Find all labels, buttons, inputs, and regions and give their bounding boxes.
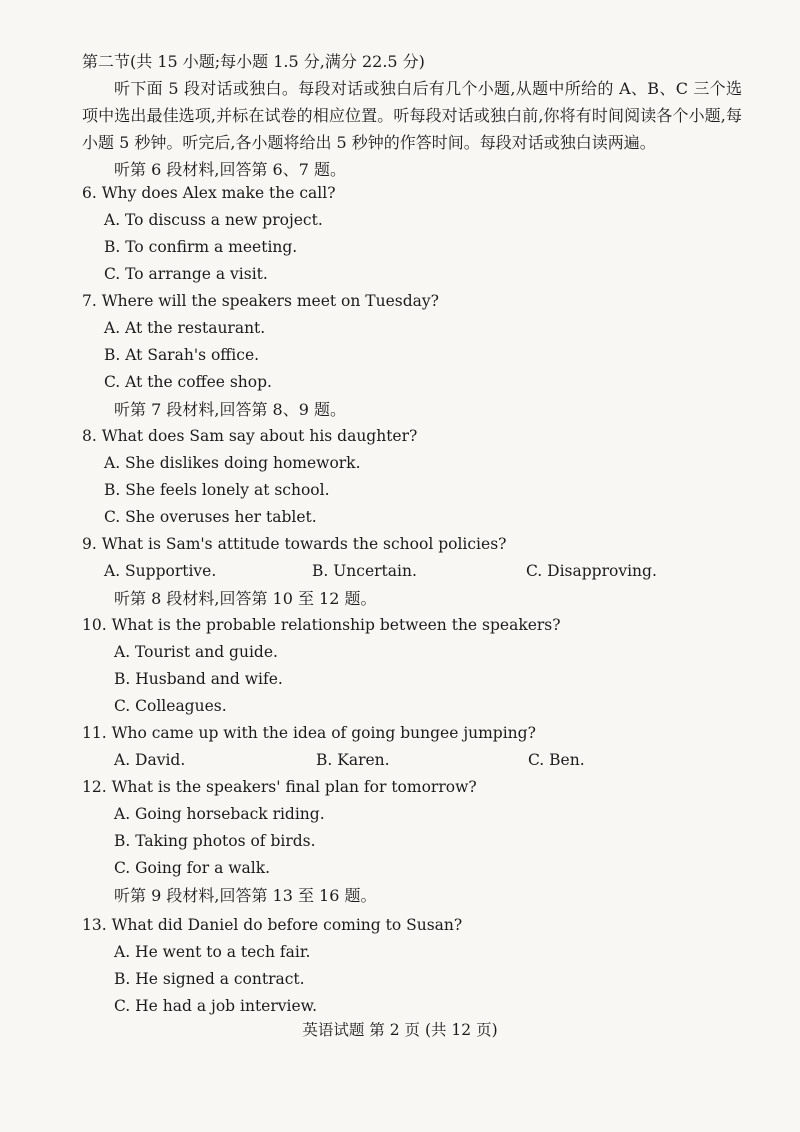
option-11b: B. Karen. [316, 751, 390, 769]
option-8a: A. She dislikes doing homework. [104, 454, 361, 472]
material-7-instruction: 听第 7 段材料,回答第 8、9 题。 [114, 400, 346, 419]
option-13b: B. He signed a contract. [114, 970, 305, 988]
question-9: 9. What is Sam's attitude towards the school policies? [82, 535, 507, 553]
option-13a: A. He went to a tech fair. [114, 943, 311, 961]
option-8b: B. She feels lonely at school. [104, 481, 330, 499]
option-12b: B. Taking photos of birds. [114, 832, 316, 850]
instructions-paragraph: 听下面 5 段对话或独白。每段对话或独白后有几个小题,从题中所给的 A、B、C 三个选项中选出最佳选项,并标在试卷的相应位置。听每段对话或独白前,你将有时间阅读各个小题,每小题 5 秒钟。听完后,各小题将给出 5 秒钟的作答时间。每段对话或独白读两遍。 [82, 79, 742, 152]
option-7a: A. At the restaurant. [104, 319, 266, 337]
option-6c: C. To arrange a visit. [104, 265, 268, 283]
question-8: 8. What does Sam say about his daughter? [82, 427, 418, 445]
page-footer: 英语试题 第 2 页 (共 12 页) [302, 1021, 498, 1039]
option-10b: B. Husband and wife. [114, 670, 283, 688]
material-9-instruction: 听第 9 段材料,回答第 13 至 16 题。 [114, 886, 377, 905]
option-10a: A. Tourist and guide. [114, 643, 278, 661]
option-9a: A. Supportive. [104, 562, 217, 580]
option-10c: C. Colleagues. [114, 697, 227, 715]
option-9c: C. Disapproving. [526, 562, 657, 580]
question-12: 12. What is the speakers' final plan for tomorrow? [82, 778, 477, 796]
option-13c: C. He had a job interview. [114, 997, 317, 1015]
option-6b: B. To confirm a meeting. [104, 238, 298, 256]
question-11: 11. Who came up with the idea of going bungee jumping? [82, 724, 536, 742]
section-title: 第二节(共 15 小题;每小题 1.5 分,满分 22.5 分) [82, 52, 425, 71]
material-6-instruction: 听第 6 段材料,回答第 6、7 题。 [114, 160, 346, 179]
options-row-9 [104, 558, 704, 585]
question-6: 6. Why does Alex make the call? [82, 184, 336, 202]
question-7: 7. Where will the speakers meet on Tuesday? [82, 292, 439, 310]
question-13: 13. What did Daniel do before coming to Susan? [82, 916, 463, 934]
material-8-instruction: 听第 8 段材料,回答第 10 至 12 题。 [114, 589, 377, 608]
option-8c: C. She overuses her tablet. [104, 508, 317, 526]
option-9b: B. Uncertain. [312, 562, 417, 580]
options-row-11 [114, 747, 714, 774]
option-12c: C. Going for a walk. [114, 859, 271, 877]
option-11a: A. David. [114, 751, 186, 769]
option-12a: A. Going horseback riding. [114, 805, 325, 823]
option-6a: A. To discuss a new project. [104, 211, 323, 229]
option-7c: C. At the coffee shop. [104, 373, 272, 391]
question-10: 10. What is the probable relationship between the speakers? [82, 616, 561, 634]
option-7b: B. At Sarah's office. [104, 346, 260, 364]
option-11c: C. Ben. [528, 751, 585, 769]
